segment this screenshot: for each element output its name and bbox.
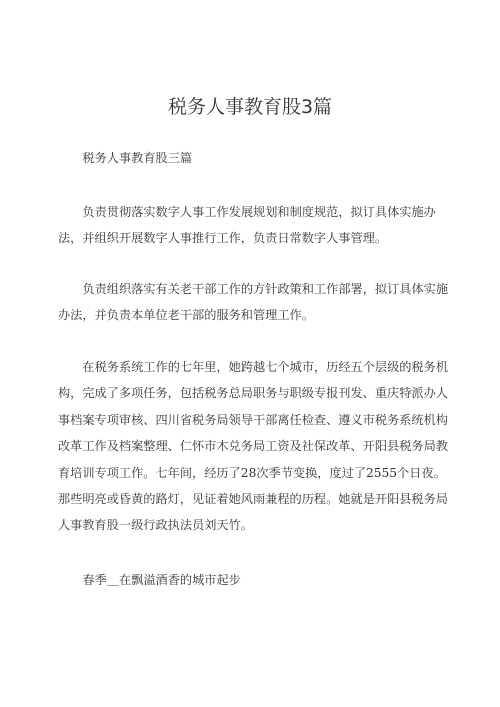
document-subtitle: 税务人事教育股三篇	[82, 151, 193, 165]
paragraph-digital-personnel: 负责贯彻落实数字人事工作发展规划和制度规范，拟订具体实施办法，并组织开展数字人事推行工作，负责日常数字人事管理。	[58, 205, 436, 246]
paragraph-profile: 在税务系统工作的七年里，她跨越七个城市，历经五个层级的税务机构，完成了多项任务，包括税务总局职务与职级专报刊发、重庆特派办人事档案专项审核、四川省税务局领导干部离任检查、遵义市税务系统机构改革工作及档案整理、仁怀市木兑务局工资及社保改革、开阳县税务局教育培训专项工作。七年间，经历了28次季节变换，度过了2555个日夜。那些明亮或昏黄的路灯，见证着她风雨兼程的历程。她就是开阳县税务局人事教育股一级行政执法员刘天竹。	[58, 360, 449, 533]
section-heading: 春季＿在飘溢酒香的城市起步	[82, 573, 241, 587]
document-title: 税务人事教育股3篇	[167, 96, 333, 118]
paragraph-veteran-cadres: 负责组织落实有关老干部工作的方针政策和工作部署，拟订具体实施办法，并负责本单位老干部的服务和管理工作。	[58, 282, 449, 323]
